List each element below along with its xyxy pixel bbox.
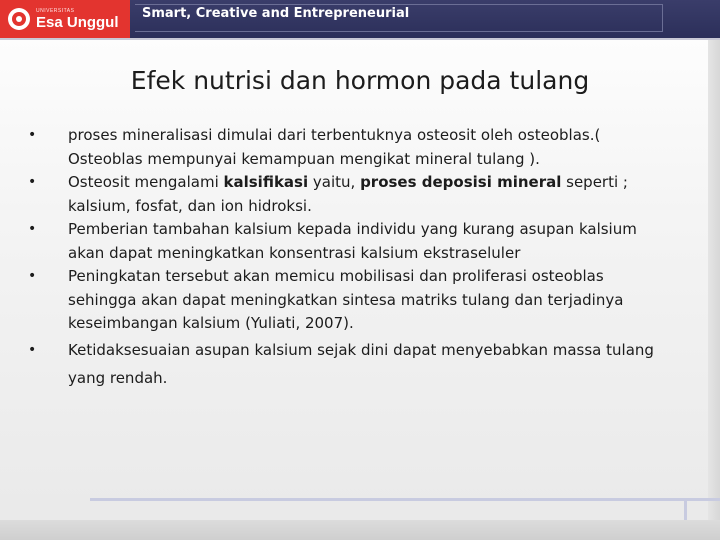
bullet-text: Peningkatan tersebut akan memicu mobilisasi dan proliferasi osteoblas sehingga akan dapat meningkatkan sintesa matriks tulang dan terjadinya keseimbangan kalsium (Yuliati, 2007). xyxy=(68,267,624,332)
bullet-text: Ketidaksesuaian asupan kalsium sejak dini dapat menyebabkan massa tulang yang rendah. xyxy=(68,340,654,387)
bullet-text: Pemberian tambahan kalsium kepada individu yang kurang asupan kalsium akan dapat meningkatkan konsentrasi kalsium ekstraseluler xyxy=(68,220,637,262)
bold-term: kalsifikasi xyxy=(223,173,309,191)
footer-line xyxy=(90,498,720,501)
tagline: Smart, Creative and Entrepreneurial xyxy=(142,6,410,21)
slide-title: Efek nutrisi dan hormon pada tulang xyxy=(130,66,590,95)
bullet-icon: • xyxy=(28,341,37,358)
logo-name: Esa Unggul xyxy=(36,13,119,31)
bullet-item xyxy=(28,265,668,336)
bullet-item xyxy=(28,171,668,218)
logo-subtext: UNIVERSITAS xyxy=(36,7,75,14)
bullet-icon: • xyxy=(28,268,37,284)
bullet-text-segment: yaitu, xyxy=(308,173,361,191)
bullet-item xyxy=(28,218,668,265)
logo-emblem-icon xyxy=(8,8,30,30)
right-edge-decoration xyxy=(708,40,720,520)
bullet-list xyxy=(28,124,668,392)
bullet-item xyxy=(28,124,668,171)
footer-bar xyxy=(0,520,720,540)
bullet-text-segment: seperti ; kalsium, fosfat, dan ion hidroksi. xyxy=(68,173,628,215)
bullet-icon: • xyxy=(28,174,37,190)
bullet-text-segment: Osteosit mengalami xyxy=(68,173,224,191)
bullet-item xyxy=(28,336,668,392)
bullet-text: proses mineralisasi dimulai dari terbentuknya osteosit oleh osteoblas.( Osteoblas mempunyai kemampuan mengikat mineral tulang ). xyxy=(68,126,601,168)
header-bar xyxy=(0,0,720,38)
bullet-icon: • xyxy=(28,127,37,143)
university-logo xyxy=(0,0,130,38)
bold-term: proses deposisi mineral xyxy=(360,173,562,191)
header-divider xyxy=(0,38,720,40)
bullet-text xyxy=(68,173,628,215)
bullet-icon: • xyxy=(28,221,37,237)
